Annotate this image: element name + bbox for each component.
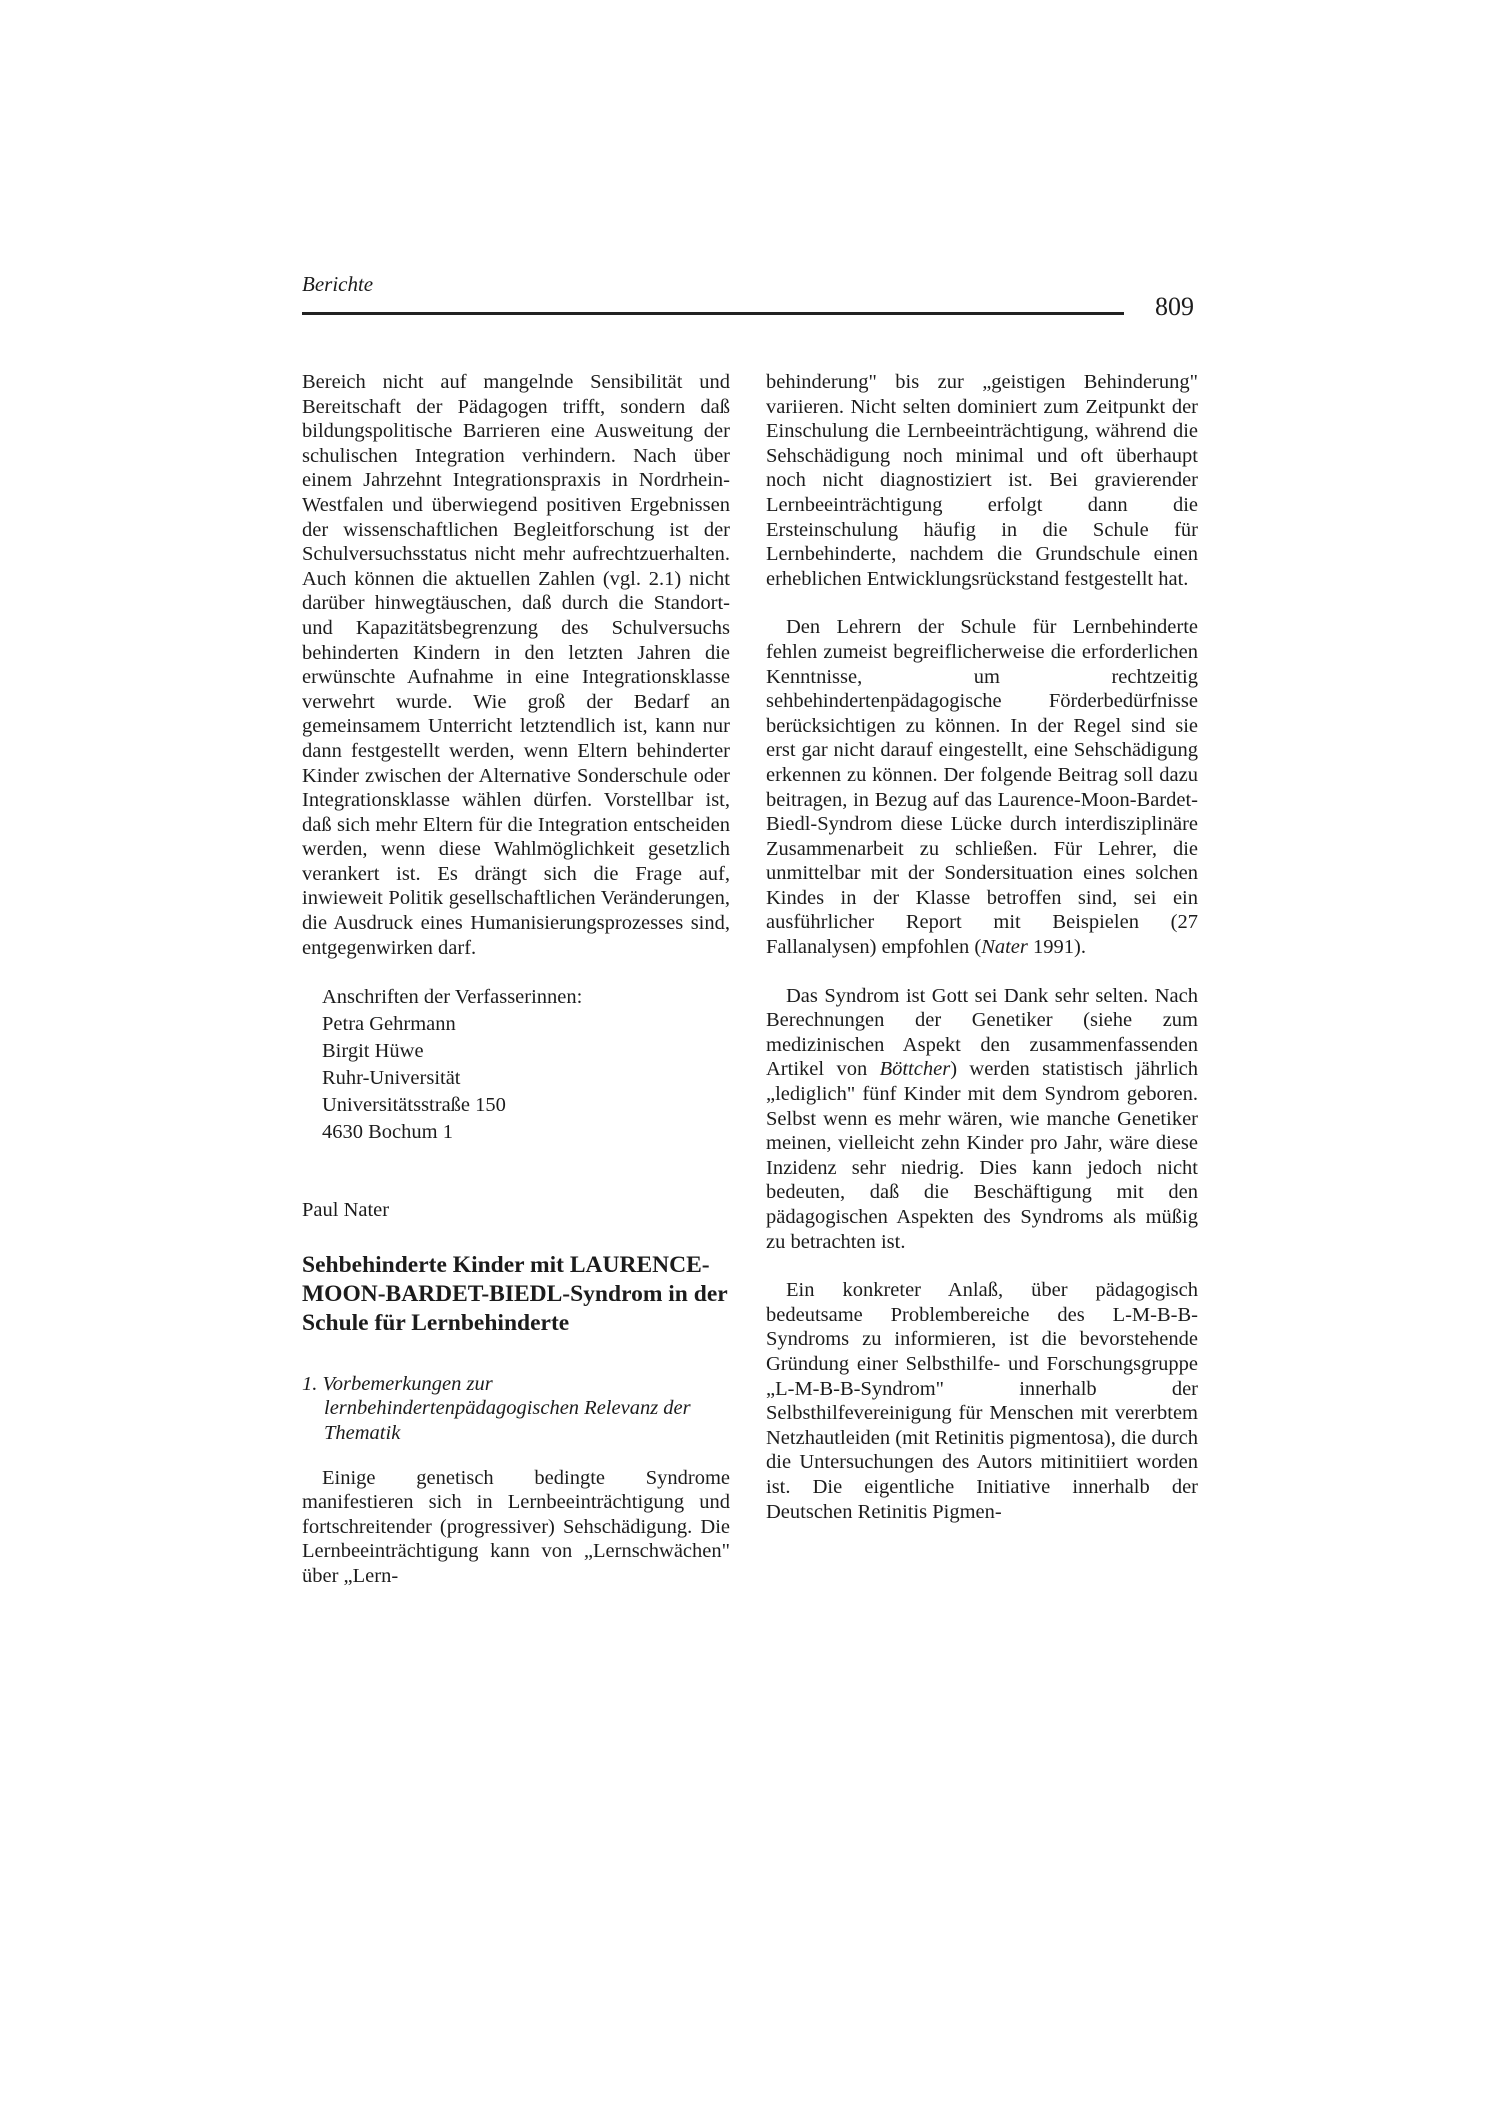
- citation-author: Böttcher: [879, 1058, 951, 1081]
- address-line: Universitätsstraße 150: [322, 1094, 506, 1117]
- header-rule: [302, 312, 1124, 315]
- right-column: [766, 370, 1198, 1524]
- left-paragraph-2: Einige genetisch bedingte Syndrome manifestieren sich in Lernbeeinträchtigung und fortschreitender (progressiver) Sehschädigung. Die Lernbeeinträchtigung kann von „Lernschwächen" über „Lern-: [302, 1466, 730, 1587]
- address-heading: Anschriften der Verfasserinnen:: [322, 986, 583, 1009]
- address-line: Birgit Hüwe: [322, 1040, 424, 1063]
- right-paragraph-4: Ein konkreter Anlaß, über pädagogisch bedeutsame Problembereiche des L-M-B-B-Syndroms zu informieren, ist die bevorstehende Gründung einer Selbsthilfe- und Forschungsgruppe „L-M-B-B-Syndrom" innerhalb der Selbsthilfevereinigung für Menschen mit vererbtem Netzhautleiden (mit Retinitis pigmentosa), die durch die Untersuchungen des Autors mitinitiiert worden ist. Die eigentliche Initiative innerhalb der Deutschen Retinitis Pigmen-: [766, 1279, 1198, 1523]
- section-heading: 1. Vorbemerkungen zur lernbehindertenpädagogischen Relevanz der Thematik: [302, 1372, 691, 1445]
- address-line: Petra Gehrmann: [322, 1013, 456, 1036]
- paragraph-text: ) werden statistisch jährlich „lediglich" fünf Kinder mit dem Syndrom geboren. Selbst wenn es mehr wären, wie manche Genetiker meinen, vielleicht zehn Kinder pro Jahr, wäre diese Inzidenz sehr niedrig. Dies kann jedoch nicht bedeuten, daß die Beschäftigung mit den pädagogischen Aspekten des Syndroms als müßig zu betrachten ist.: [766, 1058, 1198, 1253]
- article-author: Paul Nater: [302, 1199, 390, 1222]
- page-number: 809: [1155, 292, 1194, 321]
- citation-author: Nater: [981, 936, 1028, 959]
- paragraph-text: 1991).: [1027, 936, 1086, 959]
- article-title: Sehbehinderte Kinder mit LAURENCE-MOON-BARDET-BIEDL-Syndrom in der Schule für Lernbehinderte: [302, 1251, 728, 1336]
- left-paragraph-1: Bereich nicht auf mangelnde Sensibilität und Bereitschaft der Pädagogen trifft, sondern daß bildungspolitische Barrieren eine Ausweitung der schulischen Integration verhindern. Nach über einem Jahrzehnt Integrationspraxis in Nordrhein-Westfalen und überwiegend positiven Ergebnissen der wissenschaftlichen Begleitforschung ist der Schulversuchsstatus nicht mehr aufrechtzuerhalten. Auch können die aktuellen Zahlen (vgl. 2.1) nicht darüber hinwegtäuschen, daß durch die Standort- und Kapazitätsbegrenzung des Schulversuchs behinderten Kindern in den letzten Jahren die erwünschte Aufnahme in eine Integrationsklasse verwehrt wurde. Wie groß der Bedarf an gemeinsamem Unterricht letztendlich ist, kann nur dann festgestellt werden, wenn Eltern behinderter Kinder zwischen der Alternative Sonderschule oder Integrationsklasse wählen dürfen. Vorstellbar ist, daß sich mehr Eltern für die Integration entscheiden werden, wenn diese Wahlmöglichkeit gesetzlich verankert ist. Es drängt sich die Frage auf, inwieweit Politik gesellschaftlichen Veränderungen, die Ausdruck eines Humanisierungsprozesses sind, entgegenwirken darf.: [302, 371, 730, 959]
- right-paragraph-2: [766, 615, 1198, 959]
- right-paragraph-3: [766, 984, 1198, 1255]
- left-column: [302, 370, 730, 1589]
- paragraph-text: Den Lehrern der Schule für Lernbehinderte fehlen zumeist begreiflicherweise die erforderlichen Kenntnisse, um rechtzeitig sehbehindertenpädagogische Förderbedürfnisse berücksichtigen zu können. In der Regel sind sie erst gar nicht darauf eingestellt, eine Sehschädigung erkennen zu können. Der folgende Beitrag soll dazu beitragen, in Bezug auf das Laurence-Moon-Bardet-Biedl-Syndrom diese Lücke durch interdisziplinäre Zusammenarbeit zu schließen. Für Lehrer, die unmittelbar mit der Sondersituation eines solchen Kindes in der Klasse betroffen sind, sei ein ausführlicher Report mit Beispielen (27 Fallanalysen) empfohlen (: [766, 616, 1198, 959]
- right-paragraph-1: behinderung" bis zur „geistigen Behinderung" variieren. Nicht selten dominiert zum Zeitpunkt der Einschulung die Lernbeeinträchtigung, während die Sehschädigung noch minimal und oft überhaupt noch nicht diagnostiziert ist. Bei gravierender Lernbeeinträchtigung erfolgt dann die Ersteinschulung häufig in die Schule für Lernbehinderte, nachdem die Grundschule einen erheblichen Entwicklungsrückstand festgestellt hat.: [766, 371, 1198, 590]
- author-address: [322, 984, 730, 1146]
- running-head: Berichte: [302, 272, 374, 296]
- address-line: 4630 Bochum 1: [322, 1121, 453, 1144]
- paragraph-text: Das Syndrom ist Gott sei Dank sehr selten. Nach Berechnungen der Genetiker (siehe zum medizinischen Aspekt den zusammenfassenden Artikel von: [766, 984, 1198, 1081]
- address-line: Ruhr-Universität: [322, 1067, 461, 1090]
